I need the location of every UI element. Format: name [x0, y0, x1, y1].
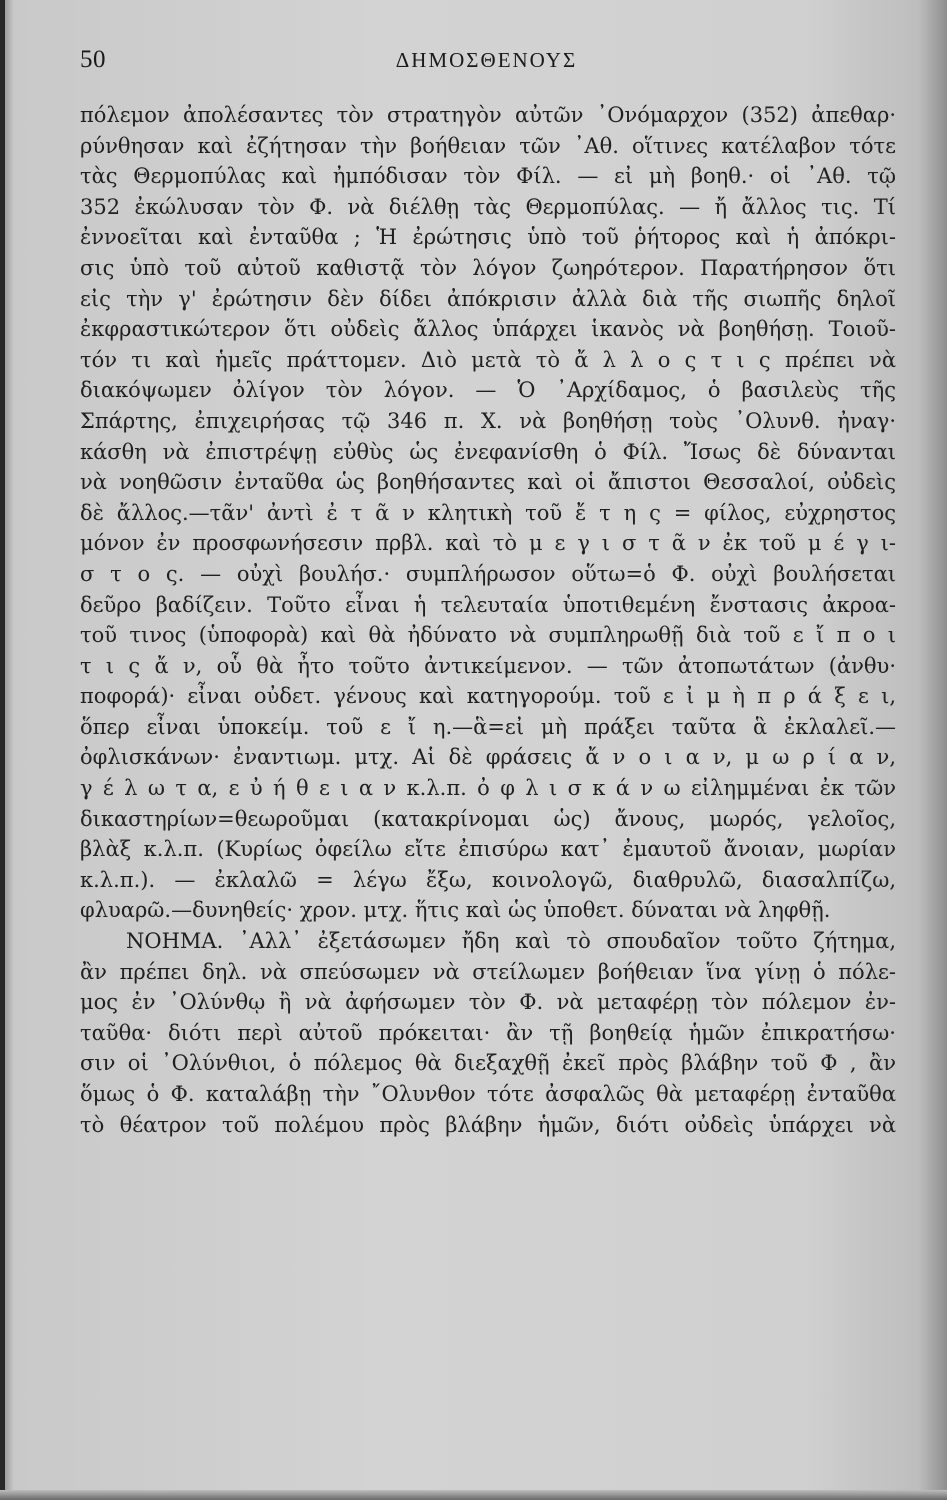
text-line: ἂν πρέπει δηλ. νὰ σπεύσωμεν νὰ στείλωμεν βοήθειαν ἵνα γίνῃ ὁ πόλε-: [80, 959, 896, 984]
text-line: εἰς τὴν γ' ἐρώτησιν δὲν δίδει ἀπόκρισιν ἀλλὰ διὰ τῆς σιωπῆς δηλοῖ: [80, 286, 896, 311]
text-line: ὅμως ὁ Φ. καταλάβῃ τὴν ῎Ολυνθον τότε ἀσφαλῶς θὰ μεταφέρῃ ἐνταῦθα: [80, 1082, 896, 1106]
text-line: ὀφλισκάνων· ἐναντιωμ. μτχ. Αἱ δὲ φράσεις ἄ ν ο ι α ν, μ ω ρ ί α ν,: [80, 745, 896, 770]
text-line: ὅπερ εἶναι ὑποκείμ. τοῦ ε ἴ η.—ἃ=εἰ μὴ πράξει ταῦτα ἃ ἐκλαλεῖ.—: [80, 714, 896, 739]
text-line: ΝΟΗΜΑ. ᾿Αλλ᾿ ἐξετάσωμεν ἤδη καὶ τὸ σπουδαῖον τοῦτο ζήτημα,: [126, 929, 896, 954]
text-line: σ τ ο ς. — οὐχὶ βουλήσ.· συμπλήρωσον οὕτω=ὁ Φ. οὐχὶ βουλήσεται: [80, 561, 896, 586]
text-line: πόλεμον ἀπολέσαντες τὸν στρατηγὸν αὐτῶν ᾿Ονόμαρχον (352) ἀπεθαρ·: [80, 103, 896, 127]
text-line: κάσθη νὰ ἐπιστρέψῃ εὐθὺς ὡς ἐνεφανίσθη ὁ Φίλ. Ἴσως δὲ δύνανται: [80, 439, 896, 464]
text-line: μόνον ἐν προσφωνήσεσιν πρβλ. καὶ τὸ μ ε γ ι σ τ ᾶ ν ἐκ τοῦ μ έ γ ι-: [80, 531, 896, 556]
text-line: διακόψωμεν ὀλίγον τὸν λόγον. — Ὁ ᾿Αρχίδαμος, ὁ βασιλεὺς τῆς: [80, 378, 896, 403]
text-line: κ.λ.π.). — ἐκλαλῶ = λέγω ἔξω, κοινολογῶ, διαθρυλῶ, διασαλπίζω,: [80, 867, 896, 892]
text-line: τοῦ τινος (ὑποφορὰ) καὶ θὰ ἠδύνατο νὰ συμπληρωθῇ διὰ τοῦ ε ἴ π ο ι: [80, 623, 896, 648]
page-header: [80, 46, 893, 80]
text-line: ρύνθησαν καὶ ἐζήτησαν τὴν βοήθειαν τῶν ᾿Αθ. οἵτινες κατέλαβον τότε: [80, 133, 896, 158]
text-line: ταῦθα· διότι περὶ αὐτοῦ πρόκειται· ἂν τῇ βοηθείᾳ ἡμῶν ἐπικρατήσω·: [80, 1020, 896, 1045]
text-line: Σπάρτης, ἐπιχειρήσας τῷ 346 π. Χ. νὰ βοηθήσῃ τοὺς ᾿Ολυνθ. ἠναγ·: [80, 408, 896, 433]
text-line: βλὰξ κ.λ.π. (Κυρίως ὀφείλω εἴτε ἐπισύρω κατ᾿ ἐμαυτοῦ ἄνοιαν, μωρίαν: [80, 837, 896, 862]
text-line: νὰ νοηθῶσιν ἐνταῦθα ὡς βοηθήσαντες καὶ οἱ ἄπιστοι Θεσσαλοί, οὐδεὶς: [80, 470, 896, 495]
text-line: γ έ λ ω τ α, ε ὐ ή θ ε ι α ν κ.λ.π. ὀ φ λ ι σ κ ά ν ω εἰλημμέναι ἐκ τῶν: [80, 776, 896, 801]
page-number: 50: [80, 46, 106, 73]
body-text: [80, 100, 896, 1140]
text-line: δὲ ἄλλος.—τᾶν' ἀντὶ ἐ τ ᾶ ν κλητικὴ τοῦ ἔ τ η ς = φίλος, εὐχρηστος: [80, 500, 896, 525]
text-line: τὰς Θερμοπύλας καὶ ἠμπόδισαν τὸν Φίλ. — εἰ μὴ βοηθ.· οἱ ᾿Αθ. τῷ: [80, 164, 896, 189]
text-line: δεῦρο βαδίζειν. Τοῦτο εἶναι ἡ τελευταία ὑποτιθεμένη ἔνστασις ἀκροα-: [80, 592, 896, 617]
text-line: μος ἐν ᾿Ολύνθῳ ἢ νὰ ἀφήσωμεν τὸν Φ. νὰ μεταφέρῃ τὸν πόλεμον ἐν-: [80, 990, 896, 1015]
text-line: ἐννοεῖται καὶ ἐνταῦθα ; Ἡ ἐρώτησις ὑπὸ τοῦ ῥήτορος καὶ ἡ ἀπόκρι-: [80, 225, 896, 250]
text-line: σιν οἱ ᾿Ολύνθιοι, ὁ πόλεμος θὰ διεξαχθῇ ἐκεῖ πρὸς βλάβην τοῦ Φ , ἂν: [80, 1051, 896, 1076]
text-line: ποφορά)· εἶναι οὐδετ. γένους καὶ κατηγορούμ. τοῦ ε ἰ μ ὴ π ρ ά ξ ε ι,: [80, 684, 896, 709]
text-line: ἐκφραστικώτερον ὅτι οὐδεὶς ἄλλος ὑπάρχει ἱκανὸς νὰ βοηθήσῃ. Τοιοῦ-: [80, 317, 896, 342]
page-bottom-edge: [0, 1490, 947, 1500]
text-line: σις ὑπὸ τοῦ αὐτοῦ καθιστᾷ τὸν λόγον ζωηρότερον. Παρατήρησον ὅτι: [80, 255, 896, 280]
text-line: τόν τι καὶ ἡμεῖς πράττομεν. Διὸ μετὰ τὸ ἄ λ λ ο ς τ ι ς πρέπει νὰ: [80, 347, 896, 372]
page-edge-shadow: [0, 0, 5, 1500]
text-line: δικαστηρίων=θεωροῦμαι (κατακρίνομαι ὡς) ἄνους, μωρός, γελοῖος,: [80, 806, 896, 831]
text-line: τὸ θέατρον τοῦ πολέμου πρὸς βλάβην ἡμῶν, διότι οὐδεὶς ὑπάρχει νὰ: [80, 1112, 896, 1137]
text-line: τ ι ς ἄ ν, οὗ θὰ ἦτο τοῦτο ἀντικείμενον. — τῶν ἀτοπωτάτων (ἀνθυ·: [80, 653, 896, 678]
text-line: φλυαρῶ.—δυνηθείς· χρον. μτχ. ἥτις καὶ ὡς ὑποθετ. δύναται νὰ ληφθῇ.: [80, 898, 831, 923]
running-head: ΔΗΜΟΣΘΕΝΟΥΣ: [395, 48, 578, 72]
text-line: 352 ἐκώλυσαν τὸν Φ. νὰ διέλθῃ τὰς Θερμοπύλας. — ἤ ἄλλος τις. Τί: [80, 194, 896, 219]
